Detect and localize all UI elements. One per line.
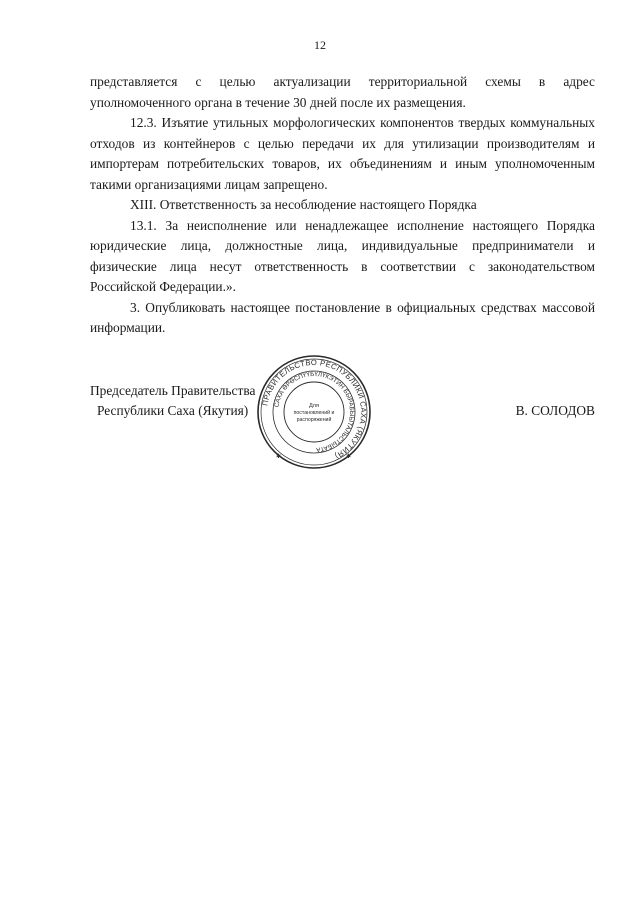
seal-center-line2: постановлений и [293, 410, 335, 416]
seal-outer-text: ПРАВИТЕЛЬСТВО РЕСПУБЛИКИ САХА (ЯКУТИЯ) [260, 357, 369, 461]
paragraph-continuation: представляется с целью актуализации территориальной схемы в адрес уполномоченного органа в течение 30 дней после их размещения. [90, 74, 595, 110]
seal-center-line1: Для [308, 403, 320, 409]
paragraph-3-publish: 3. Опубликовать настоящее постановление в официальных средствах массовой информации. [90, 299, 595, 335]
seal-center-line3: распоряжений [296, 417, 332, 423]
official-seal-icon [256, 354, 372, 470]
paragraph-13-1: 13.1. За неисполнение или ненадлежащее исполнение настоящего Порядка юридические лица, должностные лица, индивидуальные предприниматели и физические лица несут ответственность в соответствии с законодательством Российской Федерации.». [90, 217, 595, 294]
signer-title-line1: Председатель Правительства [90, 383, 256, 398]
section-heading-xiii: XIII. Ответственность за несоблюдение настоящего Порядка [130, 197, 477, 212]
signer-name: В. СОЛОДОВ [515, 403, 595, 418]
page-number: 12 [314, 38, 326, 52]
signer-title-line2: Республики Саха (Якутия) [97, 403, 249, 418]
seal-inner-text: САХА ӨРӨСПҮҮБҮЛҮКЭТИН БЫРАБЫЫТАЛЬСТЫБАТА [273, 370, 356, 453]
svg-text:✱: ✱ [346, 454, 352, 460]
svg-text:✱: ✱ [276, 454, 282, 460]
paragraph-12-3: 12.3. Изъятие утильных морфологических компонентов твердых коммунальных отходов из контейнеров с целью передачи их для утилизации производителям и импортерам потребительских товаров, их объединениям и иным уполномоченным такими организациями лицам запрещено. [90, 115, 595, 192]
document-body [90, 72, 595, 339]
signature-block [90, 357, 595, 468]
